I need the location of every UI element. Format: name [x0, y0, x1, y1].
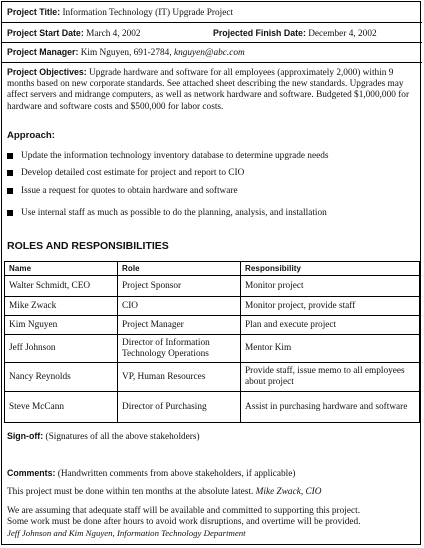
- start-date-value: March 4, 2002: [86, 29, 141, 39]
- cell-responsibility: Monitor project, provide staff: [241, 297, 420, 316]
- comment-text: This project must be done within ten months at the absolute latest.: [7, 487, 254, 497]
- comments-line: [7, 468, 295, 479]
- square-bullet-icon: [7, 153, 13, 159]
- objectives-label: Project Objectives:: [7, 67, 87, 77]
- approach-item-text: Update the information technology inventory database to determine upgrade needs: [21, 151, 329, 161]
- cell-role: VP, Human Resources: [118, 363, 241, 392]
- manager-value: Kim Nguyen, 691-2784,: [80, 48, 172, 58]
- comment-text-line: We are assuming that adequate staff will be available and committed to supporting this project.: [7, 506, 361, 516]
- table-row: [5, 276, 420, 297]
- cell-role: Project Manager: [118, 316, 241, 335]
- cell-responsibility: Plan and execute project: [241, 316, 420, 335]
- table-row: [5, 392, 420, 423]
- roles-heading: ROLES AND RESPONSIBILITIES: [7, 240, 169, 252]
- table-row: [5, 335, 420, 363]
- cell-responsibility: Monitor project: [241, 276, 420, 297]
- roles-table: [4, 261, 420, 423]
- comment-author: Mike Zwack, CIO: [255, 487, 322, 497]
- table-header-row: [5, 262, 420, 276]
- square-bullet-icon: [7, 170, 13, 176]
- column-header-role: Role: [118, 262, 241, 276]
- comments-text: (Handwritten comments from above stakeholders, if applicable): [57, 469, 296, 479]
- cell-responsibility: Assist in purchasing hardware and software: [241, 392, 420, 423]
- cell-role: Director of Information Technology Operations: [118, 335, 241, 363]
- cell-role: CIO: [118, 297, 241, 316]
- comment-zwack: [7, 487, 322, 497]
- cell-responsibility: Provide staff, issue memo to all employees about project: [241, 363, 420, 392]
- manager-label: Project Manager:: [7, 47, 79, 57]
- cell-role: Director of Purchasing: [118, 392, 241, 423]
- signoff-label: Sign-off:: [7, 431, 44, 441]
- dates-row: [2, 23, 422, 43]
- cell-role: Project Sponsor: [118, 276, 241, 297]
- approach-item-text: Issue a request for quotes to obtain hardware and software: [21, 186, 238, 196]
- approach-item-text: Use internal staff as much as possible to do the planning, analysis, and installation: [21, 208, 327, 218]
- signoff-line: [7, 431, 200, 442]
- cell-name: Jeff Johnson: [5, 335, 118, 363]
- start-date-label: Project Start Date:: [7, 28, 84, 38]
- column-header-name: Name: [5, 262, 118, 276]
- project-charter-document: [1, 1, 421, 545]
- manager-email[interactable]: knguyen@abc.com: [173, 48, 245, 58]
- project-objectives: [7, 67, 419, 113]
- manager-row: [2, 43, 422, 63]
- square-bullet-icon: [7, 188, 13, 194]
- table-row: [5, 363, 420, 392]
- approach-heading: Approach:: [7, 130, 55, 141]
- cell-name: Nancy Reynolds: [5, 363, 118, 392]
- column-header-responsibility: Responsibility: [241, 262, 420, 276]
- comments-label: Comments:: [7, 468, 56, 478]
- project-title-label: Project Title:: [7, 7, 61, 17]
- table-row: [5, 316, 420, 335]
- comment-text-line: Some work must be done after hours to avoid work disruptions, and overtime will be provided.: [7, 517, 361, 527]
- finish-date-label: Projected Finish Date:: [213, 28, 306, 38]
- square-bullet-icon: [7, 210, 13, 216]
- cell-name: Mike Zwack: [5, 297, 118, 316]
- signoff-text: (Signatures of all the above stakeholders): [45, 432, 200, 442]
- finish-date-value: December 4, 2002: [308, 29, 377, 39]
- comment-johnson-nguyen: [7, 506, 423, 539]
- title-row: [2, 2, 422, 23]
- table-row: [5, 297, 420, 316]
- objectives-text: Upgrade hardware and software for all employees (approximately 2,000) within 9 months based on new corporate standards. See attached sheet describing the new standards. Upgrades may affect servers and midrange computers, as well as network hardware and software. Budgeted $1,000,000 for hardware and software costs and $500,000 for labor costs.: [7, 68, 410, 112]
- cell-name: Walter Schmidt, CEO: [5, 276, 118, 297]
- cell-responsibility: Mentor Kim: [241, 335, 420, 363]
- project-title-value: Information Technology (IT) Upgrade Project: [62, 8, 234, 18]
- approach-item-text: Develop detailed cost estimate for project and report to CIO: [21, 168, 245, 178]
- comment-author: Jeff Johnson and Kim Nguyen, Information Technology Department: [7, 528, 246, 538]
- cell-name: Kim Nguyen: [5, 316, 118, 335]
- cell-name: Steve McCann: [5, 392, 118, 423]
